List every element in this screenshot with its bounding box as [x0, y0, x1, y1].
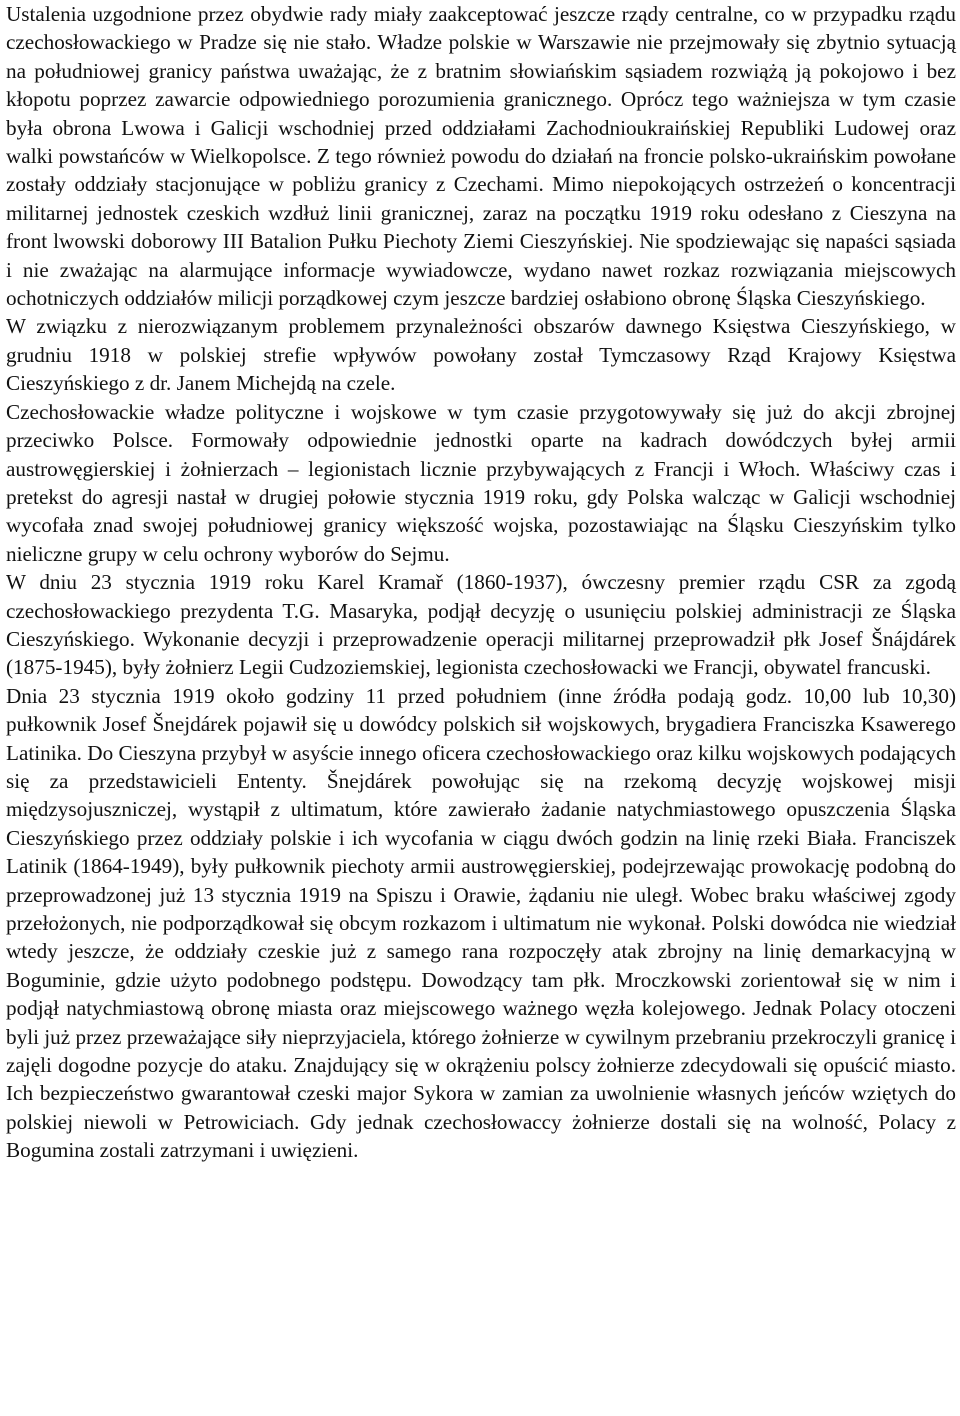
paragraph-5: Dnia 23 stycznia 1919 około godziny 11 przed południem (inne źródła podają godz. 10,00 lub 10,30) pułkownik Josef Šnejdárek pojawił się u dowódcy polskich sił wojskowych, brygadiera Franciszka Ksawerego Latinika. Do Cieszyna przybył w asyście innego oficera czechosłowackiego oraz kilku wojskowych podających się za przedstawicieli Ententy. Šnejdárek powołując się na rzekomą decyzję wojskowej misji międzysojuszniczej, wystąpił z ultimatum, które zawierało żadanie natychmiastowego opuszczenia Śląska Cieszyńskiego przez oddziały polskie i ich wycofania w ciągu dwóch godzin na linię rzeki Biała. Franciszek Latinik (1864-1949), były pułkownik piechoty armii austrowęgierskiej, podejrzewając prowokację podobną do przeprowadzonej już 13 stycznia 1919 na Spiszu i Orawie, żądaniu nie uległ. Wobec braku właściwej zgody przełożonych, nie podporządkował się obcym rozkazom i ultimatum nie wykonał. Polski dowódca nie wiedział wtedy jeszcze, że oddziały czeskie już z samego rana rozpoczęły atak zbrojny na linię demarkacyjną w Boguminie, gdzie użyto podobnego podstępu. Dowodzący tam płk. Mroczkowski zorientował się w nim i podjął natychmiastową obronę miasta oraz miejscowego ważnego węzła kolejowego. Jednak Polacy otoczeni byli już przez przeważające siły nieprzyjaciela, którego żołnierze w cywilnym przebraniu przekroczyli granicę i zajęli dogodne pozycje do ataku. Znajdujący się w okrążeniu polscy żołnierze zdecydowali się opuścić miasto. Ich bezpieczeństwo gwarantował czeski major Sykora w zamian za uwolnienie własnych jeńców wziętych do polskiej niewoli w Petrowiciach. Gdy jednak czechosłowaccy żołnierze dostali się na wolność, Polacy z Bogumina zostali zatrzymani i uwięzieni. [6, 683, 956, 1163]
paragraph-3: Czechosłowackie władze polityczne i wojskowe w tym czasie przygotowywały się już do akcji zbrojnej przeciwko Polsce. Formowały odpowiednie jednostki oparte na kadrach dowódczych byłej armii austrowęgierskiej i żołnierzach – legionistach licznie przybywających z Francji i Włoch. Właściwy czas i pretekst do agresji nastał w drugiej połowie stycznia 1919 roku, gdy Polska walcząc w Galicji wschodniej wycofała znad swojej południowej granicy większość wojska, pozostawiając na Śląsku Cieszyńskim tylko nieliczne grupy w celu ochrony wyborów do Sejmu. [6, 399, 956, 566]
paragraph-2: W związku z nierozwiązanym problemem przynależności obszarów dawnego Księstwa Cieszyńskiego, w grudniu 1918 w polskiej strefie wpływów powołany został Tymczasowy Rząd Krajowy Księstwa Cieszyńskiego z dr. Janem Michejdą na czele. [6, 314, 956, 396]
paragraph-1: Ustalenia uzgodnione przez obydwie rady miały zaakceptować jeszcze rządy centralne, co w przypadku rządu czechosłowackiego w Pradze się nie stało. Władze polskie w Warszawie nie przejmowały się zbytnio sytuacją na południowej granicy państwa uważając, że z bratnim słowiańskim sąsiadem rozwiążą ją pokojowo i bez kłopotu poprzez zawarcie odpowiedniego porozumienia granicznego. Oprócz tego ważniejsza w tym czasie była obrona Lwowa i Galicji wschodniej przed oddziałami Zachodnioukraińskiej Republiki Ludowej oraz walki powstańców w Wielkopolsce. Z tego również powodu do działań na froncie polsko-ukraińskim powołane zostały oddziały stacjonujące w pobliżu granicy z Czechami. Mimo niepokojących ostrzeżeń o koncentracji militarnej jednostek czeskich wzdłuż linii granicznej, zaraz na początku 1919 roku odesłano z Cieszyna na front lwowski doborowy III Batalion Pułku Piechoty Ziemi Cieszyńskiej. Nie spodziewając się napaści sąsiada i nie zważając na alarmujące informacje wywiadowcze, wydano nawet rozkaz rozwiązania miejscowych ochotniczych oddziałów milicji porządkowej czym jeszcze bardziej osłabiono obronę Śląska Cieszyńskiego. [6, 2, 956, 311]
paragraph-4: W dniu 23 stycznia 1919 roku Karel Kramař (1860-1937), ówczesny premier rządu CSR za zgodą czechosłowackiego prezydenta T.G. Masaryka, podjął decyzję o usunięciu polskiej administracji ze Śląska Cieszyńskiego. Wykonanie decyzji i przeprowadzenie operacji militarnej przeprowadził płk Josef Šnájdárek (1875-1945), były żołnierz Legii Cudzoziemskiej, legionista czechosłowacki we Francji, obywatel francuski. [6, 570, 956, 680]
